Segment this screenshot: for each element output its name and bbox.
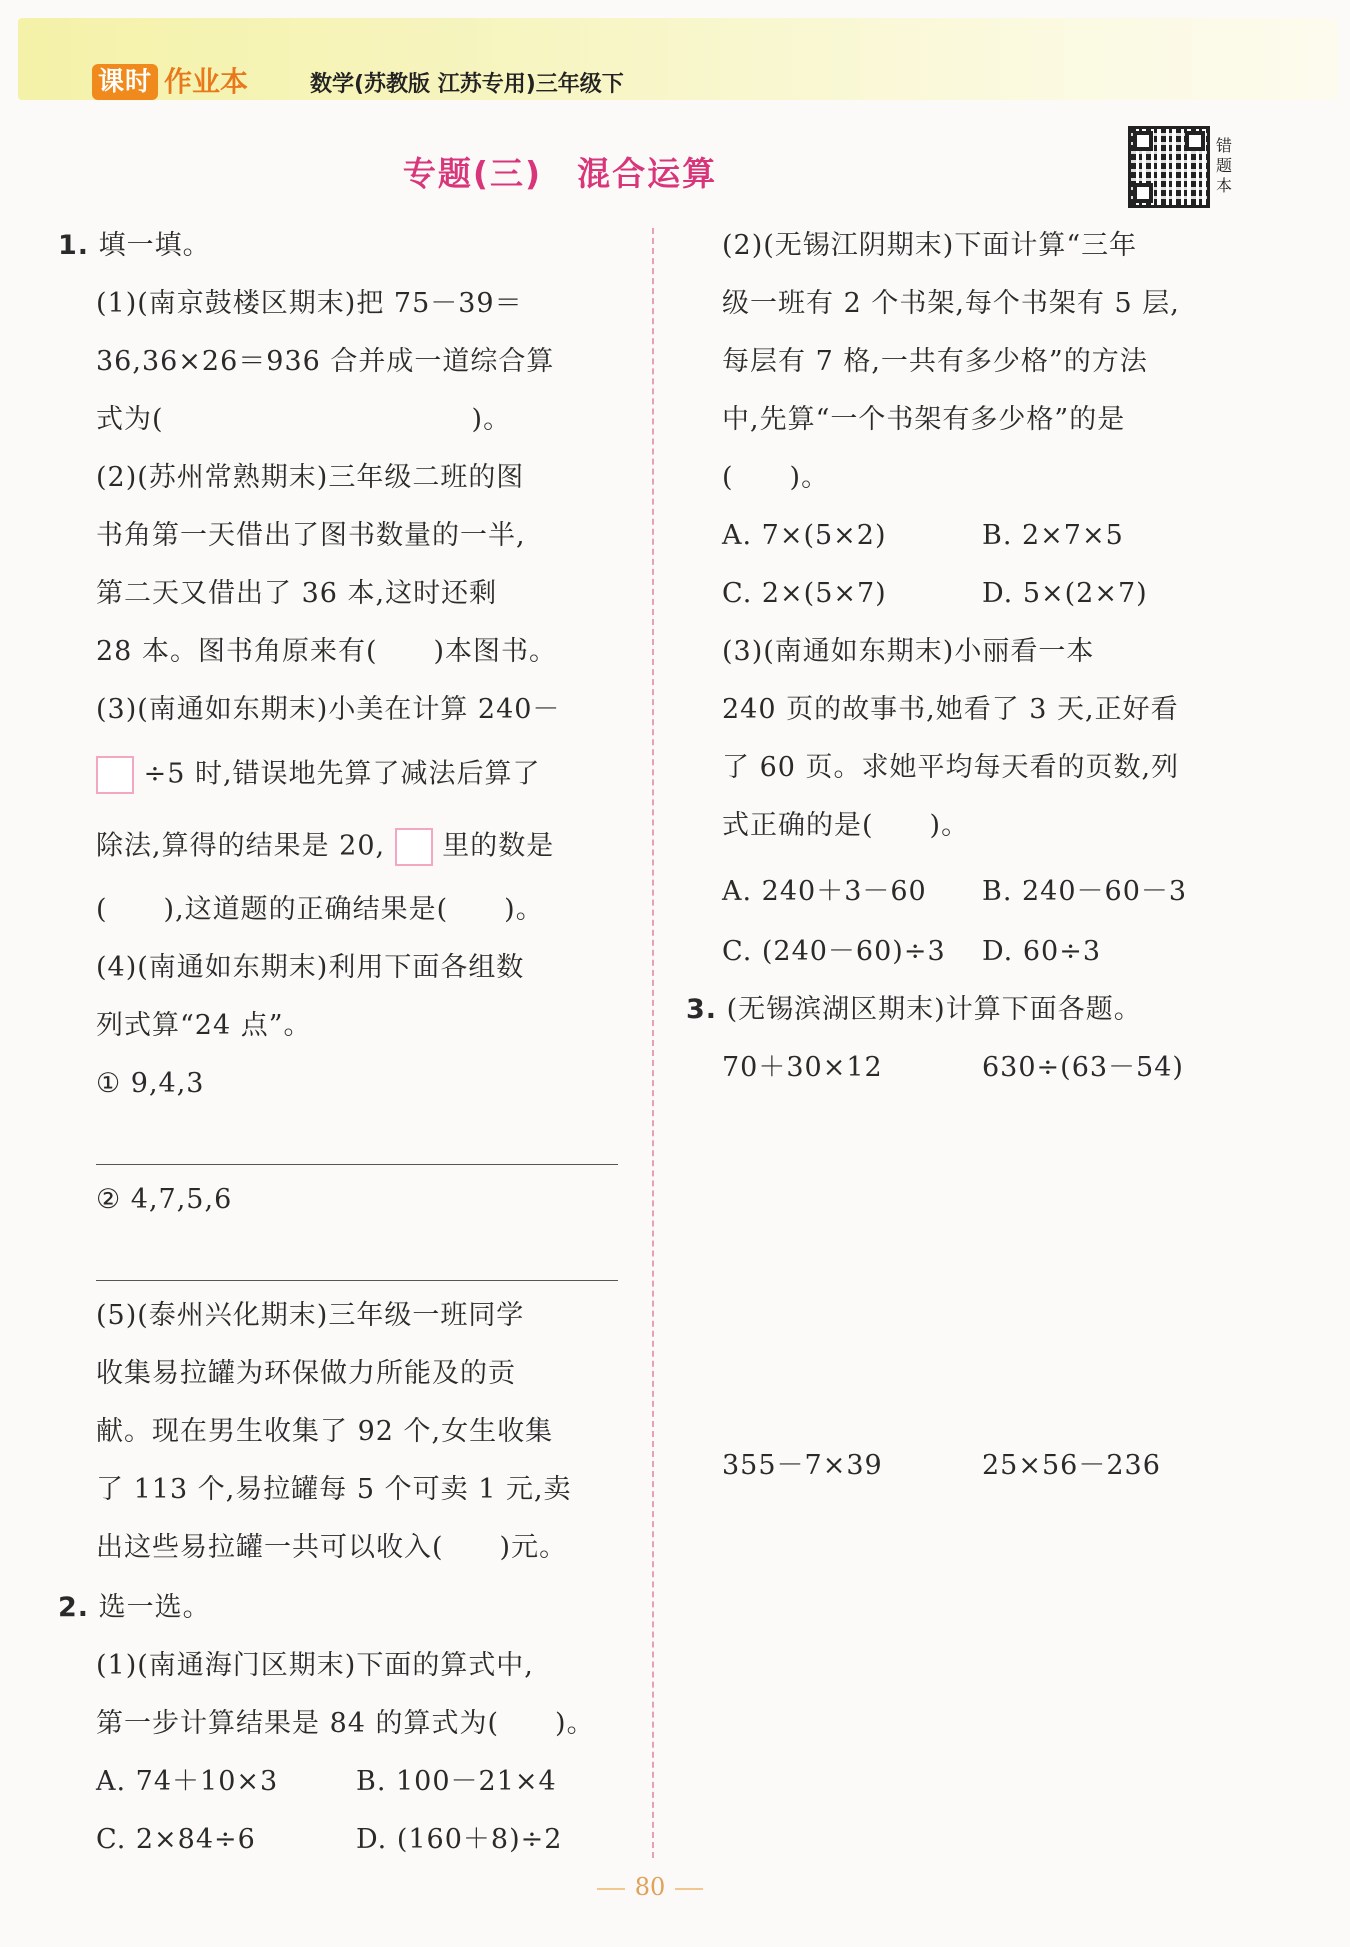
option-a[interactable]: A. 74＋10×3	[96, 1766, 279, 1797]
q2-3-line: (3)(南通如东期末)小丽看一本	[722, 636, 1095, 667]
question-text: 填一填。	[98, 230, 211, 261]
calc-expression: 630÷(63－54)	[982, 1052, 1184, 1083]
q1-3-text: ÷5 时,错误地先算了减法后算了	[143, 758, 541, 790]
brand-box: 课时	[92, 64, 158, 100]
q1-2-answer-line[interactable]: 28 本。图书角原来有( )本图书。	[96, 636, 558, 667]
q1-3-text: 除法,算得的结果是 20,	[96, 830, 386, 862]
q1-2-line: 第二天又借出了 36 本,这时还剩	[96, 578, 498, 609]
qr-code-icon[interactable]	[1128, 126, 1210, 208]
q1-4-group-a: ① 9,4,3	[96, 1068, 205, 1099]
q1-5-line: 献。现在男生收集了 92 个,女生收集	[96, 1416, 554, 1447]
q1-3-line	[96, 828, 554, 866]
q1-3-answer-line[interactable]: ( ),这道题的正确结果是( )。	[96, 894, 544, 925]
q1-1-line: 36,36×26＝936 合并成一道综合算	[96, 346, 555, 377]
q1-5-line: 收集易拉罐为环保做力所能及的贡	[96, 1358, 516, 1389]
q2-2-answer-line[interactable]: ( )。	[722, 462, 830, 493]
q2-1-line: (1)(南通海门区期末)下面的算式中,	[96, 1650, 534, 1681]
q2-3-line: 240 页的故事书,她看了 3 天,正好看	[722, 694, 1179, 725]
question-text: 选一选。	[98, 1592, 211, 1623]
q1-5-line: (5)(泰州兴化期末)三年级一班同学	[96, 1300, 525, 1331]
option-b[interactable]: B. 2×7×5	[982, 520, 1124, 551]
option-c[interactable]: C. 2×(5×7)	[722, 578, 887, 609]
calc-expression: 355－7×39	[722, 1450, 883, 1481]
page-title: 专题(三) 混合运算	[402, 154, 718, 193]
option-c[interactable]: C. (240－60)÷3	[722, 936, 946, 967]
question-text: (无锡滨湖区期末)计算下面各题。	[726, 994, 1142, 1025]
q1-5-answer-line[interactable]: 出这些易拉罐一共可以收入( )元。	[96, 1532, 568, 1563]
option-b[interactable]: B. 100－21×4	[356, 1766, 557, 1797]
question-2-heading	[58, 1590, 211, 1626]
q1-1-answer-line[interactable]: 式为( )。	[96, 404, 512, 435]
question-3-heading	[686, 992, 1142, 1028]
blank-box[interactable]	[395, 828, 433, 866]
q1-4-group-b: ② 4,7,5,6	[96, 1184, 233, 1215]
page-number-dash	[597, 1888, 625, 1890]
option-a[interactable]: A. 7×(5×2)	[722, 520, 887, 551]
q1-1-line: (1)(南京鼓楼区期末)把 75－39＝	[96, 288, 523, 319]
q2-2-line: (2)(无锡江阴期末)下面计算“三年	[722, 230, 1138, 261]
q1-3-line	[96, 756, 541, 794]
q2-1-answer-line[interactable]: 第一步计算结果是 84 的算式为( )。	[96, 1708, 595, 1739]
page-number-value: 80	[634, 1873, 666, 1901]
question-number: 2.	[58, 1592, 90, 1623]
option-c[interactable]: C. 2×84÷6	[96, 1824, 256, 1855]
question-1-heading	[58, 228, 211, 264]
option-d[interactable]: D. 5×(2×7)	[982, 578, 1148, 609]
q1-4-line: (4)(南通如东期末)利用下面各组数	[96, 952, 525, 983]
brand-logo	[92, 62, 248, 102]
q2-2-line: 每层有 7 格,一共有多少格”的方法	[722, 346, 1148, 377]
page-number	[0, 1873, 1300, 1901]
q2-2-line: 级一班有 2 个书架,每个书架有 5 层,	[722, 288, 1180, 319]
calc-expression: 70＋30×12	[722, 1052, 883, 1083]
option-d[interactable]: D. 60÷3	[982, 936, 1102, 967]
answer-rule[interactable]	[96, 1164, 618, 1165]
option-b[interactable]: B. 240－60－3	[982, 876, 1188, 907]
q1-4-line: 列式算“24 点”。	[96, 1010, 312, 1041]
q1-3-text: 里的数是	[442, 830, 555, 862]
q1-2-line: 书角第一天借出了图书数量的一半,	[96, 520, 526, 551]
q2-3-answer-line[interactable]: 式正确的是( )。	[722, 810, 970, 841]
q1-2-line: (2)(苏州常熟期末)三年级二班的图	[96, 462, 525, 493]
answer-rule[interactable]	[96, 1280, 618, 1281]
q2-3-line: 了 60 页。求她平均每天看的页数,列	[722, 752, 1180, 783]
brand-name: 作业本	[164, 65, 249, 98]
option-a[interactable]: A. 240＋3－60	[722, 876, 927, 907]
blank-box[interactable]	[96, 756, 134, 794]
calc-expression: 25×56－236	[982, 1450, 1161, 1481]
column-divider	[652, 228, 654, 1858]
book-info: 数学(苏教版 江苏专用)三年级下	[310, 72, 624, 97]
q2-2-line: 中,先算“一个书架有多少格”的是	[722, 404, 1126, 435]
q1-3-line: (3)(南通如东期末)小美在计算 240－	[96, 694, 561, 725]
question-number: 1.	[58, 230, 90, 261]
question-number: 3.	[686, 994, 718, 1025]
page-number-dash	[675, 1888, 703, 1890]
qr-label: 错题本	[1216, 136, 1233, 195]
q1-5-line: 了 113 个,易拉罐每 5 个可卖 1 元,卖	[96, 1474, 572, 1505]
option-d[interactable]: D. (160＋8)÷2	[356, 1824, 563, 1855]
